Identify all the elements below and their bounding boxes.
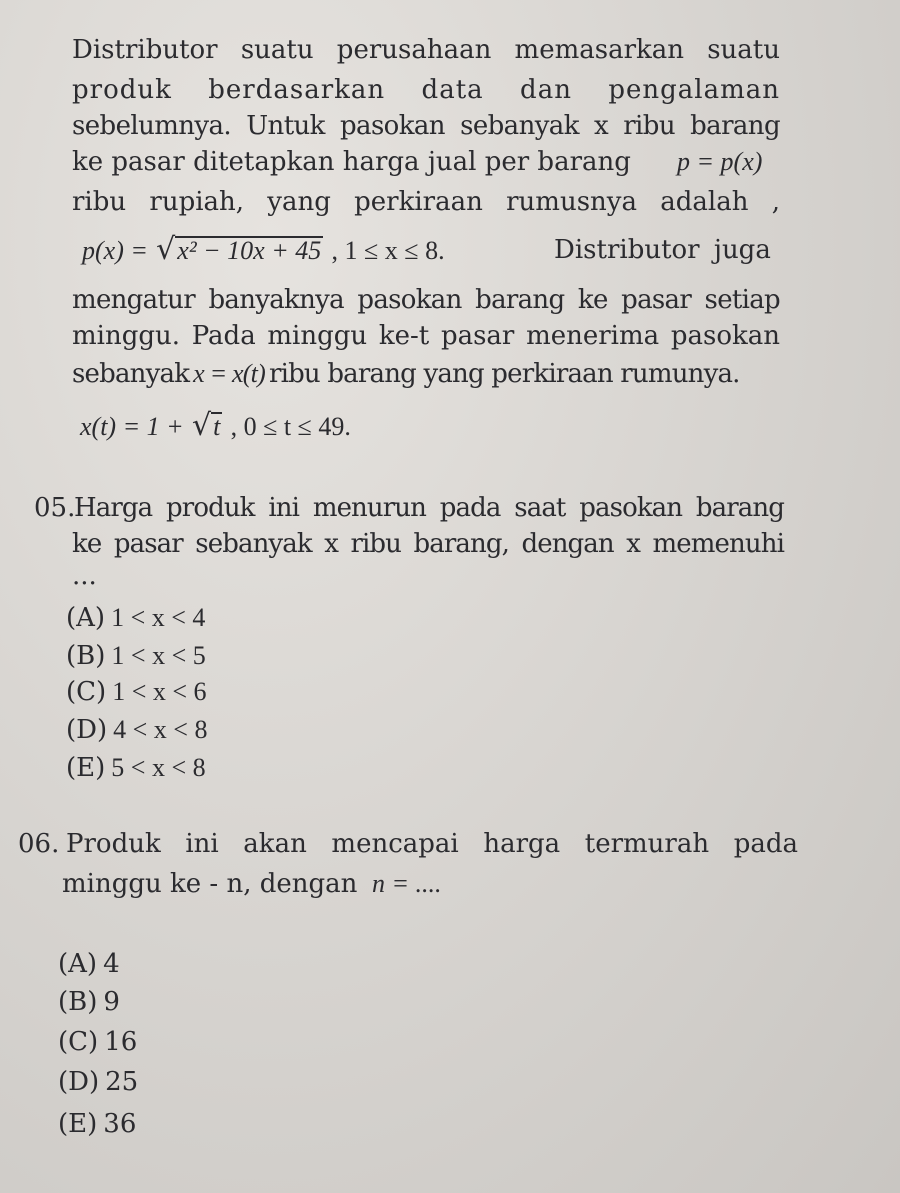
q06-option-b[interactable]: [58, 984, 120, 1020]
option-label: (E): [58, 1109, 98, 1139]
q05-option-b[interactable]: [66, 638, 206, 674]
formula-price: [82, 232, 771, 269]
q06-line-2: [62, 866, 782, 902]
option-label: (E): [66, 753, 106, 783]
option-value: 5 < x < 8: [111, 753, 206, 782]
intro-line-7: mengatur banyaknya pasokan barang ke pasar setiap: [72, 285, 780, 315]
formula-price-radicand: x² − 10x + 45: [177, 236, 322, 265]
q06-number: 06.: [18, 829, 60, 859]
q05-option-e[interactable]: [66, 750, 206, 786]
option-label: (C): [58, 1027, 99, 1057]
option-label: (D): [66, 715, 108, 745]
q06-line-2-pre: minggu ke - n, dengan: [62, 869, 358, 899]
q06-option-c[interactable]: [58, 1024, 137, 1060]
price-function-label: p = p(x): [677, 147, 763, 176]
q05-line-2: ke pasar sebanyak x ribu barang, dengan x memenuhi: [72, 529, 784, 559]
option-label: (B): [66, 641, 106, 671]
option-label: (D): [58, 1067, 100, 1097]
option-value: 9: [103, 987, 120, 1017]
option-label: (A): [66, 603, 106, 633]
q06-line-2-math: n = ....: [372, 869, 442, 898]
sqrt-symbol: √: [191, 408, 212, 443]
intro-line-4: [72, 144, 780, 180]
option-value: 4: [103, 949, 120, 979]
intro-line-6-tail: Distributor juga: [554, 235, 771, 265]
q06-option-a[interactable]: [58, 946, 120, 982]
option-value: 16: [104, 1027, 138, 1057]
intro-line-8: minggu. Pada minggu ke-t pasar menerima pasokan: [72, 321, 780, 351]
q05-option-c[interactable]: [66, 674, 207, 710]
intro-line-9-pre: sebanyak: [72, 359, 190, 389]
intro-line-2: produk berdasarkan data dan pengalaman: [72, 75, 780, 105]
option-label: (A): [58, 949, 98, 979]
q05-option-a[interactable]: [66, 600, 205, 636]
formula-supply-radicand: t: [213, 412, 221, 441]
option-value: 1 < x < 5: [111, 641, 206, 670]
option-label: (B): [58, 987, 98, 1017]
q06-option-e[interactable]: [58, 1106, 136, 1142]
supply-function-label: x = x(t): [193, 359, 265, 388]
intro-line-3: sebelumnya. Untuk pasokan sebanyak x ribu barang: [72, 111, 780, 141]
q05-line-3: ...: [72, 561, 97, 591]
formula-supply-domain: , 0 ≤ t ≤ 49.: [230, 412, 351, 441]
intro-line-4-text: ke pasar ditetapkan harga jual per barang: [72, 147, 631, 177]
option-value: 4 < x < 8: [113, 715, 208, 744]
option-value: 25: [105, 1067, 139, 1097]
formula-price-lhs: p(x) =: [82, 236, 148, 265]
intro-line-1: Distributor suatu perusahaan memasarkan suatu: [72, 35, 780, 65]
intro-line-9-post: ribu barang yang perkiraan rumunya.: [268, 359, 740, 389]
formula-supply: [80, 408, 351, 445]
option-value: 1 < x < 6: [112, 677, 207, 706]
option-value: 1 < x < 4: [111, 603, 206, 632]
q05-number: 05.: [34, 493, 76, 523]
q05-option-d[interactable]: [66, 712, 207, 748]
q05-line-1: Harga produk ini menurun pada saat pasokan barang: [74, 493, 784, 523]
q06-option-d[interactable]: [58, 1064, 138, 1100]
formula-price-domain: , 1 ≤ x ≤ 8.: [331, 236, 445, 265]
option-label: (C): [66, 677, 107, 707]
option-value: 36: [103, 1109, 137, 1139]
formula-supply-lhs: x(t) = 1 +: [80, 412, 184, 441]
intro-line-9: [72, 356, 780, 392]
sqrt-symbol: √: [156, 232, 176, 267]
q06-line-1: Produk ini akan mencapai harga termurah pada: [66, 829, 798, 859]
intro-line-5: ribu rupiah, yang perkiraan rumusnya adalah ,: [72, 187, 780, 217]
